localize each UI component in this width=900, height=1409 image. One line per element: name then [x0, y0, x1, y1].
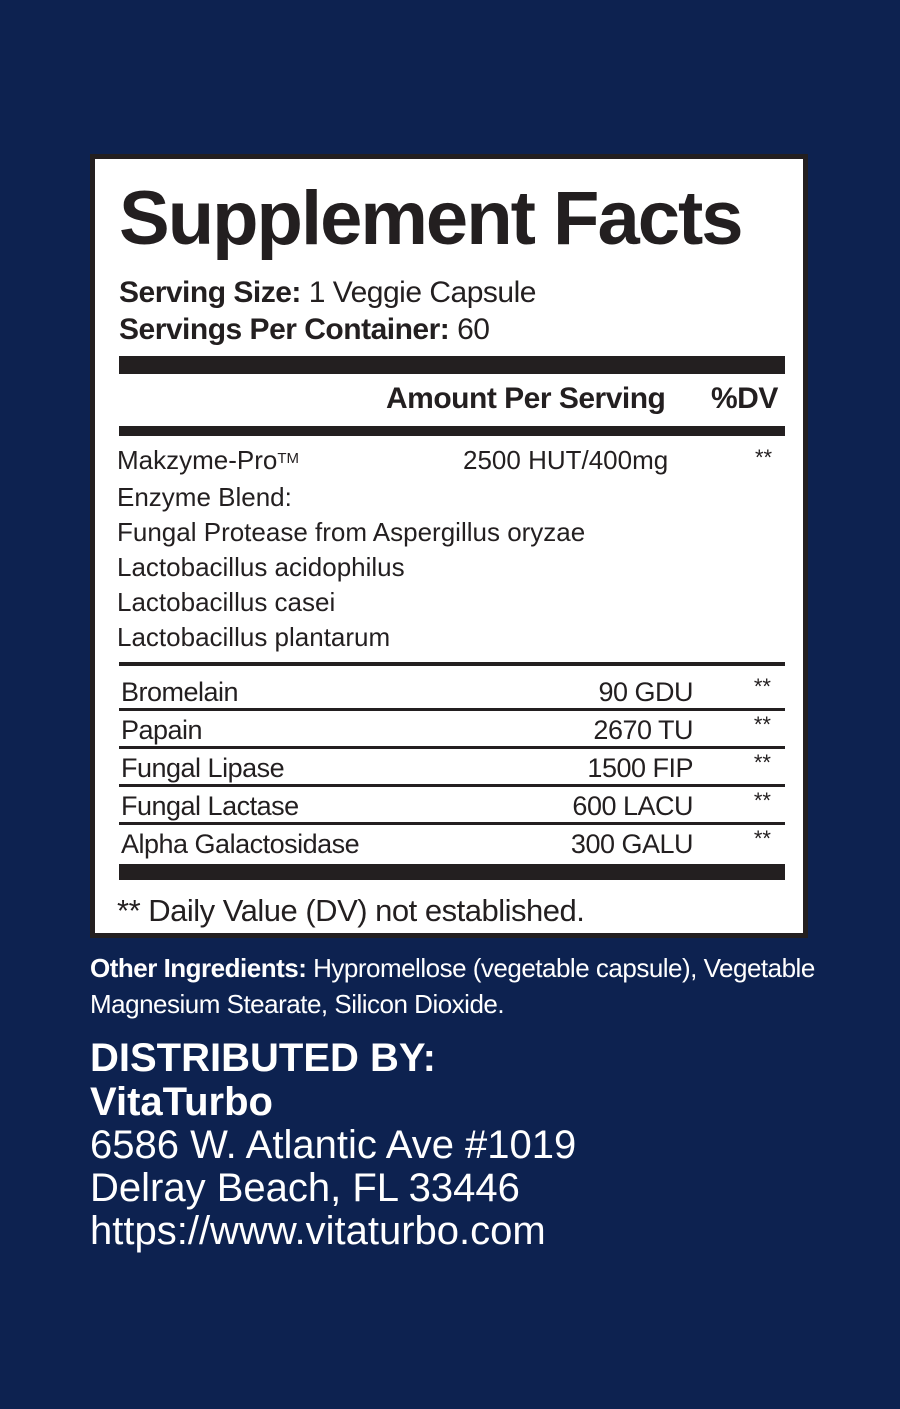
- supplement-facts-panel: [90, 154, 808, 938]
- ingredient-dv: **: [753, 674, 771, 699]
- ingredient-amount: 2670 TU: [593, 715, 693, 745]
- other-ingredients-label: Other Ingredients:: [90, 953, 307, 983]
- blend-name: Makzyme-Pro™: [117, 445, 300, 475]
- ingredient-name: Fungal Lactase: [121, 791, 299, 821]
- blend-amount: 2500 HUT/400mg: [463, 445, 669, 475]
- ingredient-name: Papain: [121, 715, 203, 745]
- ingredient-row: [119, 749, 785, 787]
- header-percent-dv: %DV: [711, 382, 778, 415]
- blend-dv: **: [755, 445, 773, 470]
- dv-footnote: ** Daily Value (DV) not established.: [117, 893, 585, 928]
- blend-line: Lactobacillus plantarum: [117, 622, 391, 652]
- ingredient-amount: 1500 FIP: [587, 753, 693, 783]
- blend-line: Enzyme Blend:: [117, 482, 292, 512]
- ingredient-amount: 90 GDU: [598, 677, 693, 707]
- header-amount-per-serving: Amount Per Serving: [386, 382, 666, 415]
- ingredient-dv: **: [753, 826, 771, 851]
- ingredient-amount: 600 LACU: [572, 791, 693, 821]
- ingredient-row: [119, 711, 785, 749]
- thick-divider-bottom: [119, 864, 785, 880]
- blend-line: Fungal Protease from Aspergillus oryzae: [117, 517, 586, 547]
- distributor-address-line2: Delray Beach, FL 33446: [90, 1166, 520, 1210]
- distributor-name: VitaTurbo: [90, 1080, 273, 1124]
- ingredient-row: [119, 787, 785, 825]
- ingredient-row: [119, 673, 785, 711]
- distributor-address-line1: 6586 W. Atlantic Ave #1019: [90, 1123, 577, 1167]
- distributor-url: https://www.vitaturbo.com: [90, 1209, 546, 1253]
- ingredient-dv: **: [753, 750, 771, 775]
- thick-divider-header: [119, 426, 785, 436]
- trademark-mark: TM: [277, 450, 300, 467]
- servings-per-container-label: Servings Per Container:: [119, 313, 450, 346]
- blend-line: Lactobacillus acidophilus: [117, 552, 405, 582]
- other-ingredients: [90, 950, 830, 1022]
- thick-divider-top: [119, 356, 785, 374]
- ingredient-row: [119, 825, 785, 863]
- ingredient-dv: **: [753, 712, 771, 737]
- serving-size-label: Serving Size:: [119, 276, 301, 309]
- blend-line: Lactobacillus casei: [117, 587, 336, 617]
- serving-size-value: 1 Veggie Capsule: [300, 276, 536, 309]
- ingredient-name: Fungal Lipase: [121, 753, 285, 783]
- other-ingredients-text: Hypromellose (vegetable capsule), Vegetable Magnesium Stearate, Silicon Dioxide.: [90, 953, 815, 1019]
- facts-title: Supplement Facts: [119, 176, 742, 261]
- ingredient-name: Bromelain: [121, 677, 239, 707]
- serving-size: [119, 275, 536, 311]
- distributed-by-heading: DISTRIBUTED BY:: [90, 1036, 436, 1080]
- servings-per-container: [119, 312, 489, 348]
- ingredient-amount: 300 GALU: [570, 829, 693, 859]
- ingredient-name: Alpha Galactosidase: [121, 829, 360, 859]
- servings-per-container-value: 60: [449, 313, 490, 346]
- divider-blend: [119, 662, 785, 666]
- ingredient-dv: **: [753, 788, 771, 813]
